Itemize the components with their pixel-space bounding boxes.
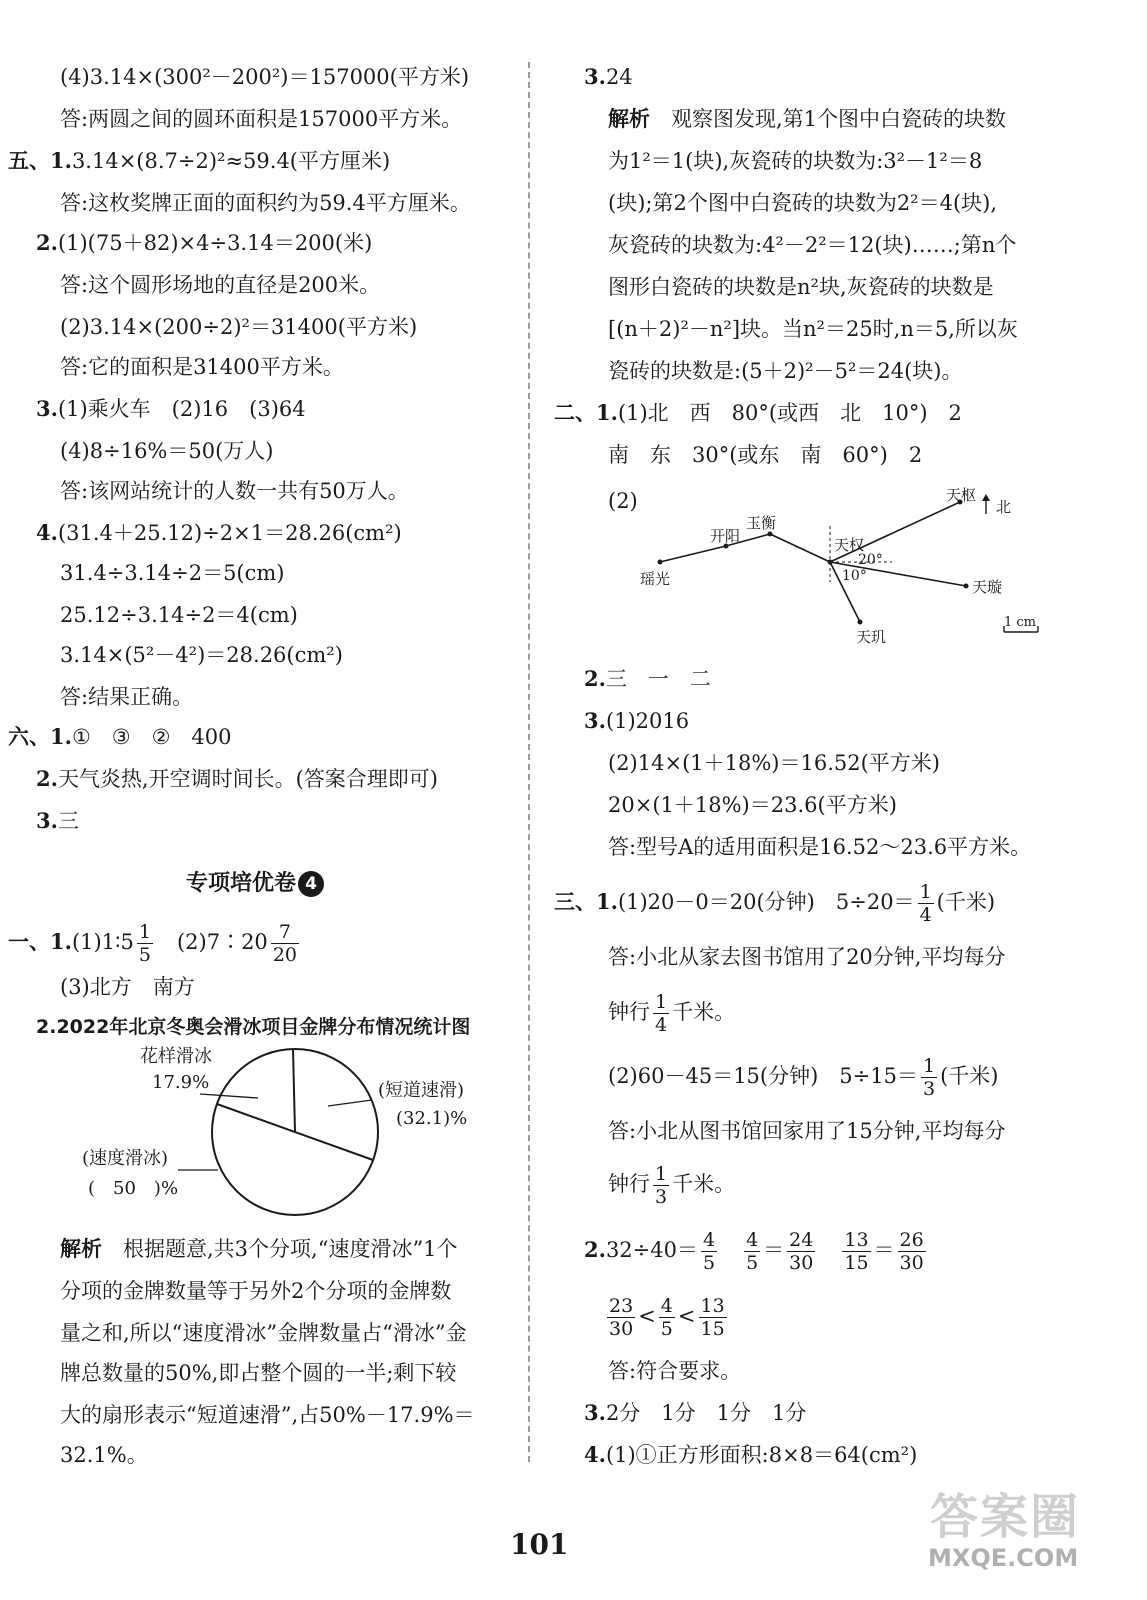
- answer-line: [554, 880, 995, 926]
- answer-line: [36, 518, 402, 548]
- star-label-kaiyang: 开阳: [710, 527, 741, 545]
- pie-label-speed: (速度滑冰): [82, 1148, 169, 1169]
- question-number: 3.: [36, 808, 58, 833]
- answer-text: (2)7∶20: [176, 930, 268, 954]
- question-number: 2.: [36, 230, 58, 255]
- chart-title: 2022年北京冬奥会滑冰项目金牌分布情况统计图: [56, 1016, 471, 1038]
- question-number: 3.: [584, 1400, 606, 1425]
- star-label-tianshu: 天枢: [946, 486, 977, 504]
- answer-text: (千米): [936, 890, 996, 914]
- north-arrow-head-icon: [982, 494, 990, 501]
- answer-text: 三: [57, 809, 79, 833]
- answer-line: [8, 146, 390, 176]
- fraction: $\frac{1}{4}$: [655, 991, 668, 1036]
- leader-line: [200, 1094, 258, 1098]
- fraction: $\frac{24}{30}$: [789, 1229, 814, 1274]
- star-label-tianji: 天玑: [856, 628, 887, 646]
- fraction: $\frac{13}{15}$: [844, 1229, 869, 1274]
- scale-label: 1 cm: [1004, 615, 1037, 630]
- answer-line: 钟行 $\frac{1}{4}$ 千米。: [608, 991, 736, 1036]
- star-dot: [768, 532, 773, 537]
- question-number: 4.: [584, 1442, 606, 1467]
- fraction: $\frac{1}{3}$: [922, 1055, 936, 1100]
- analysis-text: 根据题意,共3个分项,“速度滑冰”1个: [123, 1237, 458, 1261]
- pie-label-fancy: 花样滑冰: [140, 1046, 212, 1067]
- fraction: $\frac{1}{5}$: [138, 921, 151, 966]
- answer-text: (1)(75＋82)×4÷3.14＝200(米): [57, 231, 373, 255]
- analysis-line: 量之和,所以“速度滑冰”金牌数量占“滑冰”金: [60, 1321, 467, 1345]
- watermark-logo: [920, 1478, 1120, 1588]
- answer-line: [36, 806, 79, 836]
- star-label-yaoguang: 瑶光: [640, 570, 671, 588]
- answer-line: 答:结果正确。: [60, 685, 194, 709]
- answer-line: 答:两圆之间的圆环面积是157000平方米。: [60, 107, 463, 131]
- answer-line: 答:这个圆形场地的直径是200米。: [60, 273, 381, 297]
- question-number: 3.: [36, 396, 58, 421]
- analysis-line: 分项的金牌数量等于另外2个分项的金牌数: [60, 1279, 452, 1303]
- answer-text: 天气炎热,开空调时间长。(答案合理即可): [57, 767, 438, 791]
- star-dot: [858, 620, 863, 625]
- chart-title-line: [36, 1012, 470, 1042]
- question-number: 2.: [584, 666, 606, 691]
- answer-text: (1)乘火车 (2)16 (3)64: [57, 397, 306, 421]
- column-divider: [528, 62, 530, 1462]
- answer-line: 3.14×(5²－4²)＝28.26(cm²): [60, 643, 343, 667]
- pie-divider-line: [293, 1049, 295, 1132]
- fraction: $\frac{1}{3}$: [655, 1163, 668, 1208]
- fraction: $\frac{4}{5}$: [660, 1295, 673, 1340]
- angle-label-20: 20°: [858, 552, 883, 568]
- answer-line: 31.4÷3.14÷2＝5(cm): [60, 561, 285, 585]
- question-number: 二、1.: [554, 400, 618, 425]
- answer-line: (2)60－45＝15(分钟) 5÷15＝ $\frac{1}{3}$ (千米): [608, 1055, 999, 1100]
- answer-text: (1)20－0＝20(分钟) 5÷20＝: [617, 890, 915, 914]
- answer-line: (4)8÷16%＝50(万人): [60, 439, 274, 463]
- answer-text: 3.14×(8.7÷2)²≈59.4(平方厘米): [71, 149, 391, 173]
- question-number: 一、1.: [8, 929, 72, 954]
- watermark-url: MXQE.COM: [928, 1544, 1079, 1572]
- analysis-line: [(n＋2)²－n²]块。当n²＝25时,n＝5,所以灰: [608, 317, 1018, 341]
- star-label-tianxuan: 天璇: [972, 578, 1003, 596]
- answer-line: (2)14×(1＋18%)＝16.52(平方米): [608, 751, 940, 775]
- angle-label-10: 10°: [842, 568, 867, 584]
- leader-line: [328, 1100, 372, 1106]
- fraction: $\frac{4}{5}$: [746, 1229, 759, 1274]
- answer-line: [584, 706, 689, 736]
- analysis-text: 观察图发现,第1个图中白瓷砖的块数: [671, 107, 1007, 131]
- answer-line: [584, 1440, 917, 1470]
- analysis-label: 解析: [608, 106, 650, 131]
- pie-value-speed: ( 50 )%: [88, 1178, 179, 1199]
- fraction: $\frac{13}{15}$: [700, 1295, 725, 1340]
- answer-line: (4)3.14×(300²－200²)＝157000(平方米): [60, 65, 470, 89]
- question-number: 2.: [36, 766, 58, 791]
- answer-text: 三 一 二: [605, 667, 711, 691]
- fraction: $\frac{26}{30}$: [899, 1229, 924, 1274]
- north-label: 北: [996, 498, 1012, 516]
- analysis-line: [60, 1234, 458, 1264]
- question-number: 2.: [36, 1016, 57, 1038]
- question-number: 2.: [584, 1237, 606, 1262]
- star-dot: [658, 560, 663, 565]
- big-dipper-map: [630, 486, 1060, 646]
- analysis-line: 瓷砖的块数是:(5＋2)²－5²＝24(块)。: [608, 359, 963, 383]
- answer-line: 2.32÷40＝ $\frac{4}{5}$ $\frac{4}{5}$ ＝ $\frac{24}{30}$ $\frac{13}{15}$ ＝ $\frac{26}{30}$: [584, 1229, 924, 1274]
- fraction: $\frac{4}{5}$: [702, 1229, 716, 1274]
- answer-line: [554, 398, 962, 428]
- fraction: $\frac{23}{30}$: [609, 1295, 634, 1340]
- analysis-label: 解析: [60, 1236, 102, 1261]
- analysis-line: 牌总数量的50%,即占整个圆的一半;剩下较: [60, 1361, 457, 1385]
- answer-text: 2分 1分 1分 1分: [605, 1401, 807, 1425]
- analysis-line: 图形白瓷砖的块数是n²块,灰瓷砖的块数是: [608, 275, 994, 299]
- question-number: 六、1.: [8, 724, 72, 749]
- answer-text: 24: [605, 65, 633, 89]
- analysis-line: 为1²＝1(块),灰瓷砖的块数为:3²－1²＝8: [608, 149, 983, 173]
- answer-line: [584, 62, 633, 92]
- answer-line: 钟行 $\frac{1}{3}$ 千米。: [608, 1163, 736, 1208]
- answer-text: ① ③ ② 400: [71, 725, 232, 749]
- question-number: 3.: [584, 64, 606, 89]
- answer-line: [36, 764, 438, 794]
- answer-text: (1)1∶5: [71, 930, 134, 954]
- answer-line: [36, 228, 372, 258]
- answer-text: (1)北 西 80°(或西 北 10°) 2: [617, 401, 962, 425]
- answer-line: 答:小北从家去图书馆用了20分钟,平均每分: [608, 945, 1006, 969]
- analysis-line: 灰瓷砖的块数为:4²－2²＝12(块)……;第n个: [608, 233, 1017, 257]
- answer-line: [584, 1398, 806, 1428]
- answer-line: 答:它的面积是31400平方米。: [60, 355, 344, 379]
- fraction: $\frac{7}{20}$: [272, 921, 297, 966]
- answer-line: 答:该网站统计的人数一共有50万人。: [60, 479, 409, 503]
- answer-text: (1)①正方形面积:8×8＝64(cm²): [605, 1443, 918, 1467]
- analysis-line: 大的扇形表示“短道速滑”,占50%－17.9%＝: [60, 1403, 475, 1427]
- answer-text: (31.4＋25.12)÷2×1＝28.26(cm²): [57, 521, 402, 545]
- analysis-line: (块);第2个图中白瓷砖的块数为2²＝4(块),: [608, 191, 998, 215]
- section-heading: [186, 866, 324, 897]
- answer-line: (2): [608, 489, 638, 513]
- analysis-line: [608, 104, 1006, 134]
- answer-line: [8, 722, 232, 752]
- star-dot: [964, 584, 969, 589]
- question-number: 三、1.: [554, 889, 618, 914]
- pie-chart-diagram: [60, 1040, 530, 1220]
- answer-line: 南 东 30°(或东 南 60°) 2: [608, 443, 923, 467]
- answer-line: 25.12÷3.14÷2＝4(cm): [60, 603, 298, 627]
- answer-line: 答:型号A的适用面积是16.52～23.6平方米。: [608, 835, 1032, 859]
- answer-text: (1)2016: [605, 709, 690, 733]
- question-number: 4.: [36, 520, 58, 545]
- answer-line: [584, 664, 711, 694]
- answer-line: (2)3.14×(200÷2)²＝31400(平方米): [60, 315, 418, 339]
- answer-line: 答:小北从图书馆回家用了15分钟,平均每分: [608, 1119, 1006, 1143]
- fraction: $\frac{1}{4}$: [919, 881, 932, 926]
- question-number: 3.: [584, 708, 606, 733]
- answer-line: [36, 394, 306, 424]
- section-number-badge: 4: [298, 871, 324, 897]
- star-path: [660, 534, 830, 562]
- answer-line: [8, 920, 302, 966]
- star-label-tianquan: 天权: [834, 536, 865, 554]
- pie-label-short-track: (短道速滑): [378, 1080, 465, 1101]
- pie-value-fancy: 17.9%: [152, 1072, 210, 1093]
- star-label-yuheng: 玉衡: [746, 514, 777, 532]
- answer-line: 答:这枚奖牌正面的面积约为59.4平方厘米。: [60, 191, 471, 215]
- answer-line: 20×(1＋18%)＝23.6(平方米): [608, 793, 897, 817]
- analysis-line: 32.1%。: [60, 1443, 148, 1467]
- watermark-text: 答案圈: [930, 1489, 1081, 1545]
- answer-line: (3)北方 南方: [60, 975, 195, 999]
- question-number: 五、1.: [8, 148, 72, 173]
- star-dot: [828, 560, 833, 565]
- page-number: 101: [510, 1528, 569, 1561]
- pie-value-short-track: (32.1)%: [396, 1108, 468, 1129]
- answer-line: 答:符合要求。: [608, 1359, 742, 1383]
- section-heading-text: 专项培优卷: [186, 871, 297, 896]
- answer-line: $\frac{23}{30}$ < $\frac{4}{5}$ < $\frac{13}{15}$: [609, 1295, 725, 1340]
